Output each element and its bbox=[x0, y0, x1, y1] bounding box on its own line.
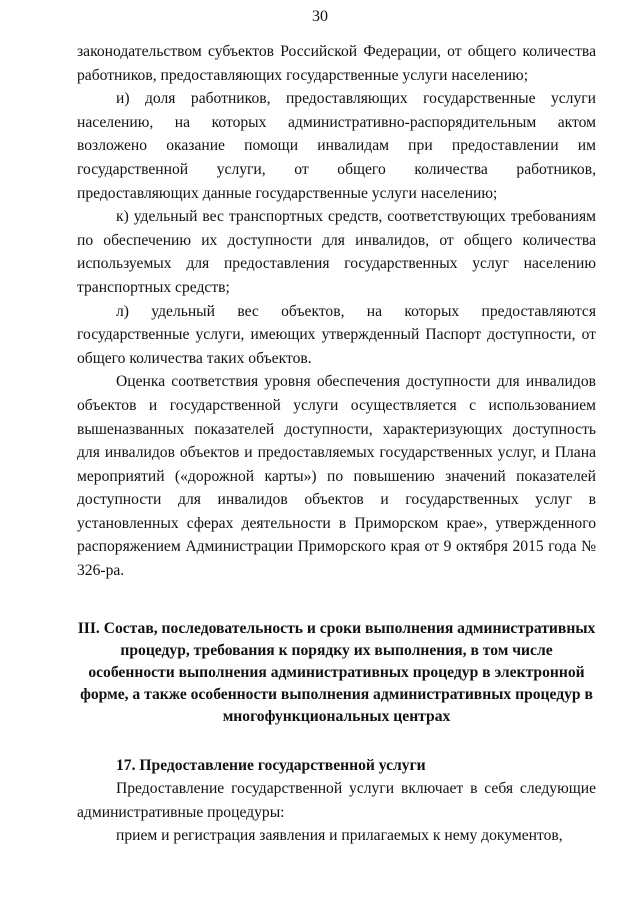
paragraph-procedures-intro: Предоставление государственной услуги включает в себя следующие административные процедуры: bbox=[77, 780, 596, 821]
paragraph-item-i: и) доля работников, предоставляющих государственные услуги населению, на которых административно-распорядительным актом возложено оказание помощи инвалидам при предоставлении им государственной услуги, от общего количества работников, предоставляющих данные государственные услуги населению; bbox=[77, 90, 596, 202]
page-number: 30 bbox=[312, 8, 328, 25]
paragraph-continuation: законодательством субъектов Российской Федерации, от общего количества работников, предоставляющих государственные услуги населению; bbox=[77, 43, 596, 84]
paragraph-item-l: л) удельный вес объектов, на которых предоставляются государственные услуги, имеющих утвержденный Паспорт доступности, от общего количества таких объектов. bbox=[77, 302, 596, 367]
document-body bbox=[77, 40, 596, 848]
paragraph-procedure-item: прием и регистрация заявления и прилагаемых к нему документов, bbox=[116, 827, 563, 845]
subsection-heading: 17. Предоставление государственной услуги bbox=[116, 756, 426, 774]
paragraph-assessment: Оценка соответствия уровня обеспечения доступности для инвалидов объектов и государственной услуги осуществляется с использованием вышеназванных показателей доступности, характеризующих доступность для инвалидов объектов и предоставляемых государственных услуг, и Плана мероприятий («дорожной карты») по повышению значений показателей доступности для инвалидов объектов и государственных услуг в установленных сферах деятельности в Приморском крае», утвержденного распоряжением Администрации Приморского края от 9 октября 2015 года № 326-ра. bbox=[77, 373, 596, 580]
paragraph-item-k: к) удельный вес транспортных средств, соответствующих требованиям по обеспечению их доступности для инвалидов, от общего количества используемых для предоставления государственных услуг населению транспортных средств; bbox=[77, 208, 596, 296]
section-heading: III. Состав, последовательность и сроки выполнения административных процедур, требования к порядку их выполнения, в том числе особенности выполнения административных процедур в электронной форме, а также особенности выполнения административных процедур в многофункциональных центрах bbox=[77, 619, 596, 725]
